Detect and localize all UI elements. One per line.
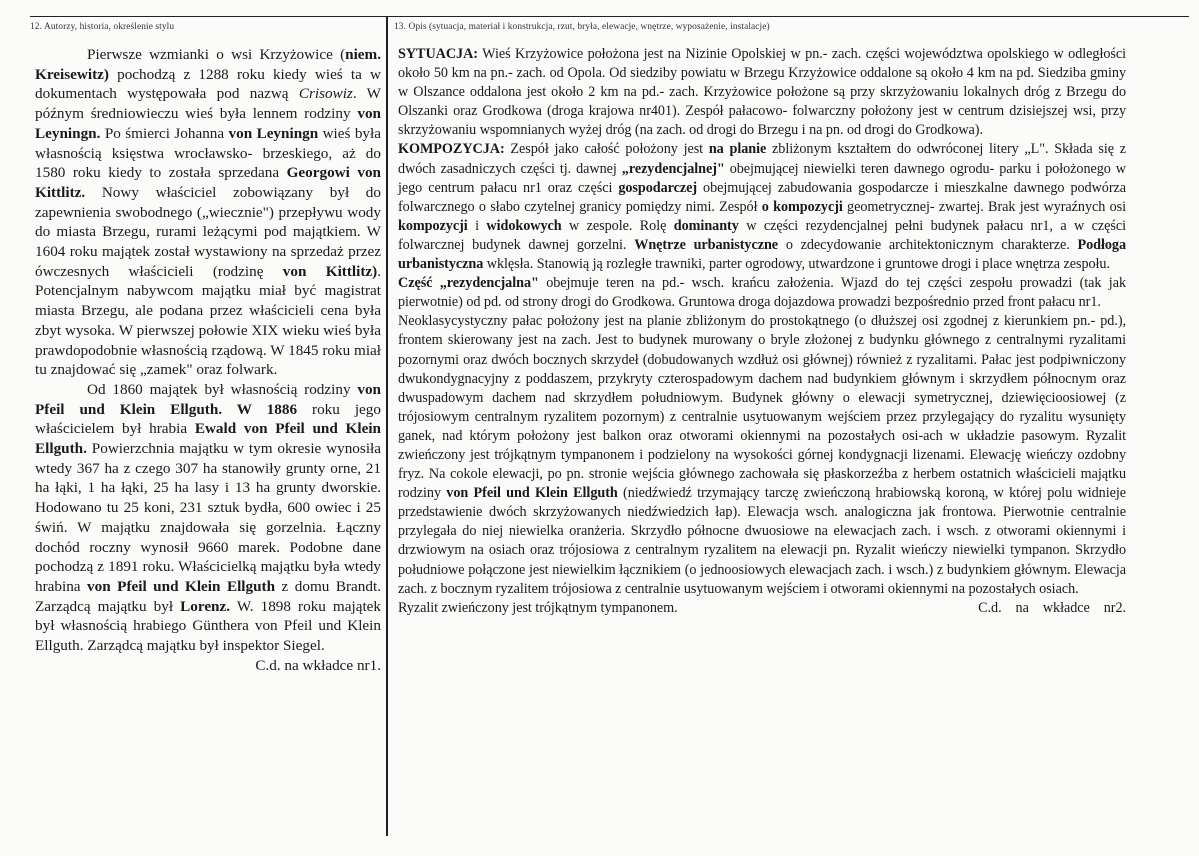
residential-part-paragraph: Część „rezydencjalna" obejmuje teren na pd.- wsch. krańcu założenia. Wjazd do tej części zespołu prowadzi (tak jak pierwotnie) od pd. od strony drogi do Grodkowa. Gruntowa droga dojazdowa prowadzi bezpośrednio przed front pałacu nr1. [398,275,1126,311]
left-column-header: 12. Autorzy, historia, określenie stylu [30,22,175,32]
palace-description-paragraph: Neoklasycystyczny pałac położony jest na planie zbliżonym do prostokątnego (o dłuższej osi zgodnej z kierunkiem pn.- pd.), frontem skierowany jest na zach. Jest to budynek murowany o bryle złożonej z budynku głównego z centralnymi ryzalitami pozornymi oraz dwóch bocznych skrzydeł (dobudowanych wzdłuż osi głównej) również z ryzalitami. Pałac jest podpiwniczony dwukondygnacyjny z poddaszem, przykryty czterospadowym dachem nad budynkiem głównym i skrzydłem północnym oraz dwuspadowym dachem nad skrzydłem południowym. Budynek główny o elewacji symetrycznej, dziewięcioosiowej (z trójosiowym centralnym ryzalitem pozornym) z centralnie usytuowanym wejściem przez przylegający do ryzalitu wysunięty ganek, nad którym położony jest balkon oraz otworami okiennymi na pozostałych osi-ach w układzie pasowym. Ryzalit zwieńczony jest trójkątnym tympanonem i podzielony na wysokości górnej kondygnacji lizenami. Elewację wieńczy ozdobny fryz. Na cokole elewacji, po pn. stronie wejścia głównego zachowała się płaskorzeźba z herbem ostatnich właścicieli majątku rodziny von Pfeil und Klein Ellguth (niedźwiedź trzymający tarczę zwieńczoną hrabiowską koroną, w której polu widnieje przedstawienie dwóch skrzyżowanych niedźwiedzich łap). Elewacja wsch. analogiczna jak frontowa. Pierwotnie centralnie przylegała do niej niewielka oranżeria. Skrzydło północne dwuosiowe na elewacjach zach. i wsch. z otworami okiennymi i drzwiowym na osiach oraz trójosiowa z centralnym ryzalitem na elewacji pn. Ryzalit wieńczy niewielki tympanon. Skrzydło południowe połączone jest niewielkim łącznikiem (o jednoosiowych elewacjach zach. i wsch.) z budynkiem głównym. Elewacja zach. z bocznym ryzalitem trójosiowa z centralnie usytuowanym wejściem i otworami okiennymi na pozostałych osiach. [398,313,1126,597]
history-paragraph-2: Od 1860 majątek był własnością rodziny von Pfeil und Klein Ellguth. W 1886 roku jego właścicielem był hrabia Ewald von Pfeil und Klein Ellguth. Powierzchnia majątku w tym okresie wynosiła wtedy 367 ha z czego 307 ha stanowiły grunty orne, 21 ha łąki, 1 ha łąki, 25 ha lasy i 13 ha grunty dworskie. Hodowano tu 25 koni, 231 sztuk bydła, 600 owiec i 25 świń. W majątku znajdowała się gorzelnia. Łączny dochód roczny wynosił 9660 marek. Podobne dane pochodzą z 1891 roku. Właścicielką majątku była wtedy hrabina von Pfeil und Klein Ellguth z domu Brandt. Zarządcą majątku był Lorenz. W. 1898 roku majątek był własnością hrabiego Günthera von Pfeil und Klein Ellguth. Zarządcą majątku był inspektor Siegel. [35,380,382,655]
situation-paragraph: SYTUACJA: Wieś Krzyżowice położona jest na Nizinie Opolskiej w pn.- zach. części województwa opolskiego w odległości około 50 km na pn.- zach. od Opola. Od siedziby powiatu w Brzegu Krzyżowice oddalone są około 4 km na pd. Siedziba gminy w Olszance oddalona jest około 2 km na pd.- zach. Krzyżowice położone są przy skrzyżowaniu lokalnych dróg z Brzegu do Olszanki oraz Grodkowa (droga krajowa nr401). Zespół pałacowo- folwarczny położony jest w centrum dzisiejszej wsi, przy skrzyżowaniu wspomnianych wyżej dróg (na zach. od drogi do Brzegu i na pn. od drogi do Grodkowa). [398,46,1126,139]
right-column-header: 13. Opis (sytuacja, materiał i konstrukcja, rzut, bryła, elewacje, wnętrze, wyposażenie, instalacje) [394,22,770,32]
description-column [398,45,1126,618]
history-column [35,45,381,676]
continuation-note-left: C.d. na wkładce nr1. [255,656,381,674]
continuation-note-right: Ryzalit zwieńczony jest trójkątnym tympanonem. C.d. na wkładce nr2. [398,599,1126,616]
composition-paragraph: KOMPOZYCJA: Zespół jako całość położony jest na planie zbliżonym kształtem do odwróconej litery „L". Składa się z dwóch zasadniczych części tj. dawnej „rezydencjalnej" obejmującej niewielki teren dawnego ogrodu- parku i położonego w jego centrum pałacu nr1 oraz części gospodarczej obejmującej zabudowania gospodarcze i mieszkalne dawnego podwórza folwarcznego o słabo czytelnej granicy pomiędzy nimi. Zespół o kompozycji geometrycznej- zwartej. Brak jest wyraźnych osi kompozycji i widokowych w zespole. Rolę dominanty w części rezydencjalnej pełni budynek pałacu nr1, a w części folwarcznej budynek dawnej gorzelni. Wnętrze urbanistyczne o zdecydowanie architektonicznym charakterze. Podłoga urbanistyczna wklęsła. Stanowią ją rozległe trawniki, parter ogrodowy, utwardzone i gruntowe drogi i place wnętrza zespołu. [398,141,1127,273]
top-rule [30,16,1189,17]
history-paragraph-1: Pierwsze wzmianki o wsi Krzyżowice (niem. Kreisewitz) pochodzą z 1288 roku kiedy wieś ta w dokumentach występowała pod nazwą Crisowiz. W późnym średniowieczu wieś była lennem rodziny von Leyningn. Po śmierci Johanna von Leyningn wieś była własnością księstwa wrocławsko- brzeskiego, aż do 1580 roku kiedy to została sprzedana Georgowi von Kittlitz. Nowy właściciel zobowiązany był do zapewnienia swobodnego („wiecznie") przepływu wody do miasta Brzegu, rurami leżącymi pod majątkiem. W 1604 roku majątek został wystawiony na sprzedaż przez ówczesnych właścicieli (rodzinę von Kittlitz). Potencjalnym nabywcom majątku miał być magistrat miasta Brzegu, ale podana przez właścicieli cena była zbyt wysoka. W pierwszej połowie XIX wieku wieś była prawdopodobnie własnością rządową. W 1845 roku miał tu znajdować się „zamek" oraz folwark. [35,46,381,379]
column-divider [386,16,388,836]
